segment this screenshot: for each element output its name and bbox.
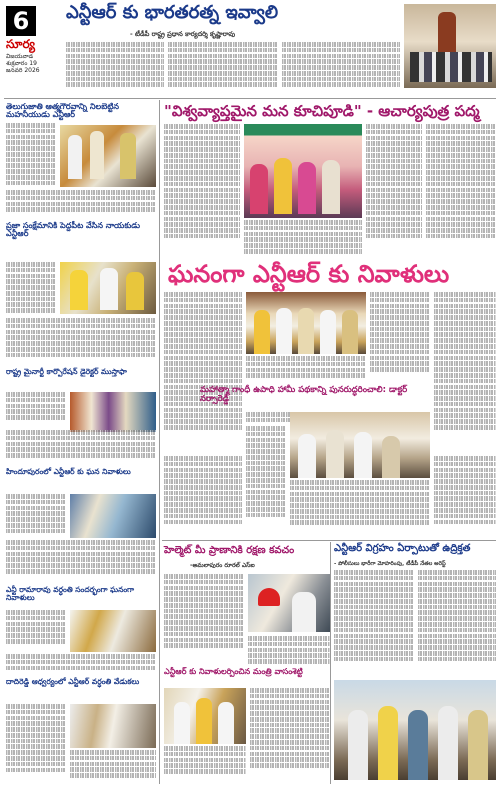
left-story-4-photo	[70, 494, 156, 538]
left-story-5-headline: ఎన్టీ రామారావు వర్ధంతి సందర్భంగా ఘనంగా నివాళులు	[6, 585, 135, 602]
main-banner-headline: ఘనంగా ఎన్టీఆర్ కు నివాళులు	[168, 260, 450, 288]
main-story-photo	[246, 292, 366, 354]
bottom-story-2-text-col2	[250, 688, 330, 780]
right-story-text-col1	[334, 570, 414, 678]
top-story-headline: ఎన్టీఆర్ కు భారతరత్న ఇవ్వాలి	[66, 2, 279, 23]
right-story-headline: ఎన్టీఆర్ విగ్రహం ఏర్పాటుతో ఉద్రిక్తత	[334, 543, 471, 554]
main-story-text-col3	[370, 292, 430, 382]
top-right-photo	[404, 4, 496, 88]
left-story-3-text-b	[6, 430, 156, 464]
main-story-text-col4	[434, 292, 496, 452]
left-story-6-text-b	[70, 750, 156, 780]
banner-story-photo	[244, 124, 362, 218]
left-story-5-text	[6, 610, 66, 650]
left-story-2-text-b	[6, 318, 156, 362]
banner-story-text-col4	[426, 124, 496, 256]
left-story-1-photo	[60, 125, 156, 187]
main-story-text-col1	[164, 292, 242, 452]
bottom-story-2-photo	[164, 688, 246, 744]
right-story-text-col2	[418, 570, 496, 678]
mid-left-text	[164, 456, 242, 536]
left-story-6-text	[6, 704, 66, 780]
top-story-text-col1	[66, 42, 164, 94]
mid-story-headline: మహాత్మా గాంధీ ఉపాధి హామీ పథకాన్ని పునరుద్ధరించాలి: డాక్టర్ నర్సారెడ్డి	[200, 385, 408, 404]
left-story-1-text	[6, 123, 56, 189]
bottom-story-subheadline: -అమలాపురం రూరల్ ఎస్ఐ	[190, 562, 255, 569]
banner-story-headline: "విశ్వవ్యాప్తమైన మన కూచిపూడి" - ఆచార్యపుత్ర పద్మ	[164, 102, 480, 120]
left-story-1-text-b	[6, 190, 156, 216]
right-story-subheadline: - పోలీసులు భారీగా మోహరింపు, టీడీపీ నేతల అరెస్ట్	[334, 561, 446, 567]
masthead-year: జనవరి 2026	[6, 67, 40, 74]
left-story-4-headline: హిందూపురంలో ఎన్టీఆర్ కు ఘన నివాళులు	[6, 467, 131, 476]
bottom-story-2-text-col1	[164, 746, 246, 780]
masthead	[4, 4, 56, 76]
mid-story-text-col2	[246, 426, 286, 536]
mid-story-text-col4	[434, 456, 496, 536]
top-story-text-col2	[168, 42, 278, 94]
left-story-5-photo	[70, 610, 156, 652]
top-story-subheadline: - టీడీపీ రాష్ట్ర ప్రధాన కార్యదర్శి కృష్ణారావు	[130, 30, 236, 38]
left-story-4-text-b	[6, 540, 156, 580]
mid-story-text-col3	[290, 480, 430, 536]
paper-name: సూర్య	[6, 37, 36, 51]
bottom-story-text-col2	[248, 636, 330, 666]
left-story-2-photo	[60, 262, 156, 314]
left-story-3-text	[6, 392, 66, 426]
main-story-text-col2	[246, 356, 366, 380]
bottom-story-photo	[248, 574, 330, 632]
left-story-4-text	[6, 494, 66, 538]
banner-story-text-col1	[164, 124, 240, 256]
bottom-story-2-headline: ఎన్టీఆర్ కు నివాళులర్పించిన మంత్రి వాసంశెట్టి	[164, 667, 303, 676]
right-story-photo	[334, 680, 496, 780]
left-story-2-headline: ప్రజా సంక్షేమానికి పెద్దపీట వేసిన నాయకుడు ఎన్టీఆర్	[6, 221, 140, 239]
bottom-story-headline: హెల్మెట్ మీ ప్రాణానికి రక్షణ కవచం	[164, 545, 295, 556]
top-story-text-col3	[282, 42, 400, 94]
left-story-3-headline: రాష్ట్ర మైనార్టీ కార్పొరేషన్ డైరెక్టర్ ముస్తాఫా	[6, 367, 127, 376]
bottom-story-text-col1	[164, 574, 244, 664]
left-story-5-text-b	[6, 654, 156, 674]
page-number: 6	[6, 6, 36, 36]
banner-story-text-col2	[244, 220, 362, 256]
masthead-date: శుక్రవారం 19	[6, 60, 37, 67]
banner-story-text-col3	[366, 124, 422, 256]
left-story-6-photo	[70, 704, 156, 748]
mid-story-photo	[290, 412, 430, 478]
masthead-day: విజయవాడ	[6, 53, 34, 60]
left-story-1-headline: తెలుగుజాతి ఆత్మగౌరవాన్ని నిలబెట్టిన మహనీయుడు ఎన్టీఆర్	[6, 102, 120, 120]
left-story-6-headline: దాదిరెడ్డి ఆధ్వర్యంలో ఎన్టీఆర్ వర్ధంతి వేడుకలు	[6, 677, 140, 686]
left-story-2-text	[6, 262, 56, 316]
left-story-3-photo	[70, 392, 156, 432]
